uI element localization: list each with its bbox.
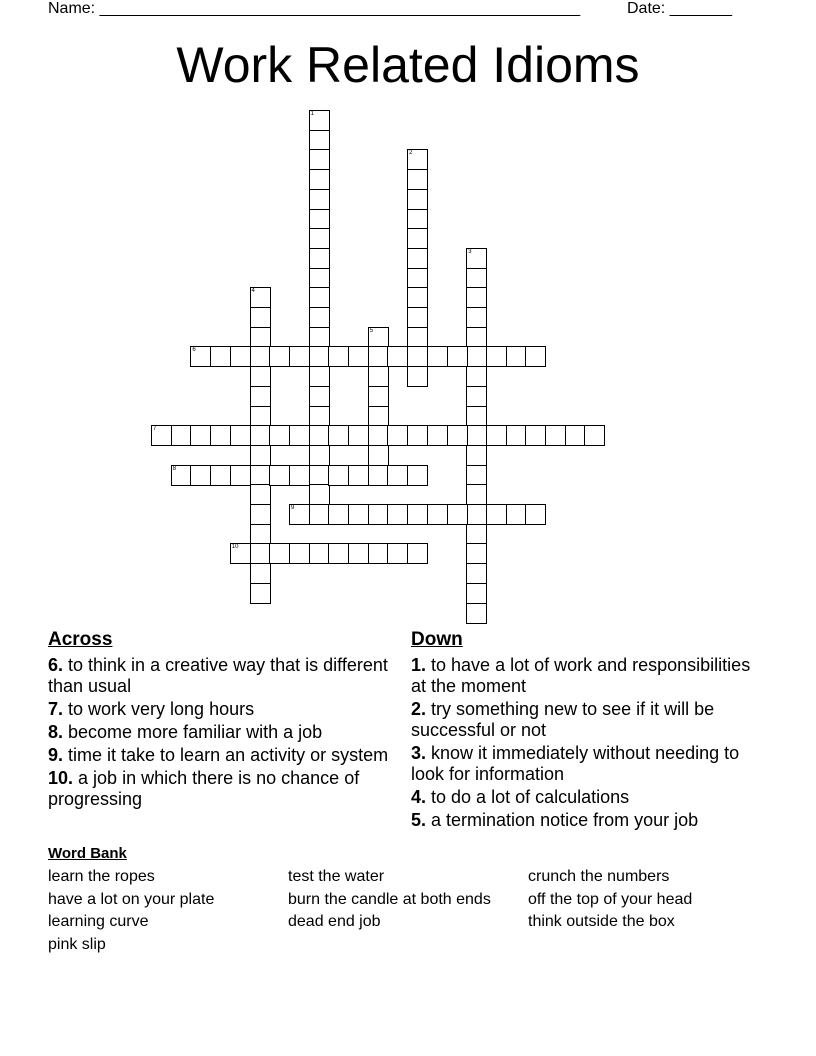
crossword-cell[interactable] (309, 209, 330, 230)
crossword-cell[interactable] (407, 425, 428, 446)
crossword-cell[interactable] (407, 287, 428, 308)
crossword-cell[interactable] (387, 465, 408, 486)
crossword-cell[interactable] (368, 346, 389, 367)
crossword-cell[interactable] (466, 268, 487, 289)
crossword-cell[interactable] (407, 268, 428, 289)
word-bank-item: off the top of your head (528, 890, 693, 908)
crossword-cell[interactable] (387, 543, 408, 564)
crossword-cell[interactable] (407, 228, 428, 249)
clue-number: 5. (411, 810, 427, 830)
crossword-cell[interactable] (309, 327, 330, 348)
crossword-cell[interactable] (368, 504, 389, 525)
crossword-cell[interactable] (250, 327, 271, 348)
crossword-cell[interactable] (289, 543, 310, 564)
cell-number: 4 (251, 288, 255, 295)
word-bank-item: learning curve (48, 913, 149, 930)
clue-number: 4. (411, 787, 427, 807)
clue-text: to do a lot of calculations (426, 787, 630, 807)
crossword-cell[interactable] (309, 228, 330, 249)
across-clue-7 (48, 699, 398, 720)
crossword-cell[interactable] (230, 425, 251, 446)
crossword-cell[interactable] (466, 406, 487, 427)
crossword-cell[interactable] (328, 465, 349, 486)
puzzle-title: Work Related Idioms (176, 37, 640, 93)
crossword-cell[interactable] (269, 346, 290, 367)
clue-text: a termination notice from your job (426, 810, 699, 830)
word-bank-item: learn the ropes (48, 868, 155, 885)
crossword-cell[interactable] (309, 445, 330, 466)
crossword-cell[interactable] (407, 366, 428, 387)
crossword-cell[interactable] (407, 209, 428, 230)
cell-number: 6 (192, 347, 196, 354)
crossword-cell[interactable] (545, 425, 566, 446)
name-field-line: Name: ______________________________________________________ (48, 0, 581, 17)
crossword-cell[interactable] (466, 445, 487, 466)
crossword-cell[interactable] (486, 504, 507, 525)
crossword-cell[interactable] (250, 563, 271, 584)
crossword-cell[interactable] (486, 346, 507, 367)
crossword-cell[interactable] (407, 307, 428, 328)
crossword-cell[interactable] (368, 425, 389, 446)
crossword-cell[interactable] (506, 504, 527, 525)
crossword-cell[interactable] (407, 169, 428, 190)
cell-number: 8 (172, 465, 177, 472)
crossword-cell[interactable] (309, 287, 330, 308)
crossword-cell[interactable] (289, 425, 310, 446)
clue-text: become more familiar with a job (63, 722, 323, 742)
crossword-cell[interactable] (230, 543, 251, 564)
crossword-cell[interactable] (447, 346, 468, 367)
crossword-cell[interactable] (407, 346, 428, 367)
word-bank-item: think outside the box (528, 913, 675, 930)
crossword-cell[interactable] (309, 366, 330, 387)
crossword-cell[interactable] (250, 484, 271, 505)
crossword-cell[interactable] (309, 130, 330, 151)
across-clue-8 (48, 722, 398, 743)
crossword-cell[interactable] (250, 425, 271, 446)
crossword-cell[interactable] (230, 346, 251, 367)
crossword-cell[interactable] (190, 465, 211, 486)
crossword-cell[interactable] (171, 465, 192, 486)
down-clue-4 (411, 787, 756, 808)
crossword-cell[interactable] (250, 307, 271, 328)
clue-text: try something new to see if it will be successful or not (411, 699, 715, 740)
crossword-cell[interactable] (466, 307, 487, 328)
crossword-cell[interactable] (250, 287, 271, 308)
clue-number: 3. (411, 743, 427, 763)
cell-number: 3 (468, 248, 472, 255)
crossword-cell[interactable] (466, 386, 487, 407)
crossword-cell[interactable] (466, 484, 487, 505)
cell-number: 10 (231, 544, 239, 551)
crossword-cell[interactable] (289, 465, 310, 486)
crossword-cell[interactable] (250, 583, 271, 604)
crossword-cell[interactable] (565, 425, 586, 446)
crossword-cell[interactable] (368, 366, 389, 387)
clue-number: 2. (411, 699, 427, 719)
crossword-cell[interactable] (407, 248, 428, 269)
crossword-cell[interactable] (250, 386, 271, 407)
crossword-cell[interactable] (309, 386, 330, 407)
crossword-cell[interactable] (328, 346, 349, 367)
crossword-cell[interactable] (387, 346, 408, 367)
word-bank-item: pink slip (48, 935, 106, 953)
crossword-cell[interactable] (466, 346, 487, 367)
crossword-cell[interactable] (368, 406, 389, 427)
across-clues (48, 628, 398, 812)
crossword-cell[interactable] (309, 504, 330, 525)
word-bank-item: have a lot on your plate (48, 890, 215, 908)
down-clue-5 (411, 810, 756, 831)
crossword-cell[interactable] (309, 169, 330, 190)
clue-text: time it take to learn an activity or system (63, 745, 389, 765)
crossword-cell[interactable] (466, 603, 487, 624)
word-bank-item: dead end job (288, 913, 381, 930)
crossword-cell[interactable] (230, 465, 251, 486)
crossword-cell[interactable] (506, 425, 527, 446)
crossword-cell[interactable] (525, 504, 546, 525)
clue-number: 6. (48, 655, 64, 675)
crossword-cell[interactable] (466, 543, 487, 564)
crossword-cell[interactable] (407, 504, 428, 525)
crossword-cell[interactable] (250, 465, 271, 486)
clue-number: 9. (48, 745, 64, 765)
across-heading: Across (48, 629, 113, 650)
crossword-cell[interactable] (506, 346, 527, 367)
crossword-cell[interactable] (407, 543, 428, 564)
crossword-cell[interactable] (309, 248, 330, 269)
crossword-cell[interactable] (525, 425, 546, 446)
crossword-cell[interactable] (427, 346, 448, 367)
crossword-cell[interactable] (309, 465, 330, 486)
crossword-cell[interactable] (348, 465, 369, 486)
crossword-cell[interactable] (210, 425, 231, 446)
word-bank-item: test the water (288, 868, 385, 885)
crossword-cell[interactable] (309, 307, 330, 328)
crossword-cell[interactable] (348, 543, 369, 564)
clue-number: 8. (48, 722, 64, 742)
crossword-cell[interactable] (466, 583, 487, 604)
crossword-cell[interactable] (387, 425, 408, 446)
across-clue-9 (48, 745, 398, 766)
crossword-cell[interactable] (250, 543, 271, 564)
clue-number: 7. (48, 699, 64, 719)
crossword-cell[interactable] (250, 524, 271, 545)
cell-number: 7 (153, 426, 157, 433)
crossword-cell[interactable] (466, 425, 487, 446)
crossword-cell[interactable] (309, 346, 330, 367)
clue-number: 10. (48, 768, 74, 788)
crossword-cell[interactable] (407, 149, 428, 170)
clue-text: a job in which there is no chance of progressing (48, 768, 360, 809)
down-heading: Down (411, 629, 463, 650)
crossword-cell[interactable] (466, 524, 487, 545)
word-bank-item: crunch the numbers (528, 868, 670, 885)
crossword-cell[interactable] (210, 465, 231, 486)
crossword-cell[interactable] (466, 366, 487, 387)
crossword-cell[interactable] (348, 504, 369, 525)
crossword-cell[interactable] (171, 425, 192, 446)
crossword-cell[interactable] (348, 346, 369, 367)
crossword-cell[interactable] (309, 543, 330, 564)
date-field-line: Date: _______ (627, 0, 732, 17)
crossword-cell[interactable] (427, 504, 448, 525)
crossword-cell[interactable] (466, 465, 487, 486)
down-clue-1 (411, 655, 756, 697)
crossword-cell[interactable] (466, 563, 487, 584)
crossword-cell[interactable] (368, 386, 389, 407)
crossword-cell[interactable] (309, 484, 330, 505)
crossword-cell[interactable] (250, 346, 271, 367)
crossword-cell[interactable] (190, 346, 211, 367)
cell-number: 1 (310, 111, 314, 117)
cell-number: 2 (409, 150, 413, 157)
crossword-cell[interactable] (466, 504, 487, 525)
crossword-cell[interactable] (368, 543, 389, 564)
clue-text: to think in a creative way that is different than usual (48, 655, 388, 696)
clue-number: 1. (411, 655, 427, 675)
crossword-cell[interactable] (309, 189, 330, 210)
crossword-cell[interactable] (348, 425, 369, 446)
crossword-cell[interactable] (250, 406, 271, 427)
across-clue-6 (48, 655, 398, 697)
crossword-cell[interactable] (250, 445, 271, 466)
crossword-cell[interactable] (190, 425, 211, 446)
crossword-cell[interactable] (309, 149, 330, 170)
crossword-cell[interactable] (466, 287, 487, 308)
crossword-cell[interactable] (328, 543, 349, 564)
crossword-cell[interactable] (309, 268, 330, 289)
crossword-cell[interactable] (387, 504, 408, 525)
clue-text: to have a lot of work and responsibilities at the moment (411, 655, 751, 696)
word-bank-item: burn the candle at both ends (288, 890, 491, 908)
across-clue-10 (48, 768, 398, 810)
crossword-cell[interactable] (289, 346, 310, 367)
crossword-cell[interactable] (368, 445, 389, 466)
crossword-cell[interactable] (309, 110, 330, 131)
crossword-cell[interactable] (525, 346, 546, 367)
crossword-cell[interactable] (210, 346, 231, 367)
crossword-cell[interactable] (427, 425, 448, 446)
cell-number: 5 (369, 327, 374, 334)
crossword-cell[interactable] (407, 327, 428, 348)
cell-number: 9 (290, 505, 295, 511)
crossword-cell[interactable] (289, 504, 310, 525)
down-clue-3 (411, 743, 756, 785)
crossword-cell[interactable] (584, 425, 605, 446)
crossword-cell[interactable] (269, 465, 290, 486)
crossword-cell[interactable] (368, 465, 389, 486)
down-clue-2 (411, 699, 756, 741)
crossword-cell[interactable] (447, 425, 468, 446)
clue-text: know it immediately without needing to look for information (411, 743, 740, 784)
crossword-cell[interactable] (250, 504, 271, 525)
clue-text: to work very long hours (63, 699, 255, 719)
crossword-cell[interactable] (466, 248, 487, 269)
crossword-cell[interactable] (486, 425, 507, 446)
crossword-cell[interactable] (447, 504, 468, 525)
crossword-cell[interactable] (407, 465, 428, 486)
crossword-cell[interactable] (368, 327, 389, 348)
crossword-cell[interactable] (269, 543, 290, 564)
crossword-cell[interactable] (309, 425, 330, 446)
crossword-cell[interactable] (250, 366, 271, 387)
crossword-cell[interactable] (151, 425, 172, 446)
down-clues (411, 628, 756, 833)
crossword-cell[interactable] (328, 425, 349, 446)
word-bank-title: Word Bank (48, 845, 127, 862)
crossword-cell[interactable] (309, 406, 330, 427)
crossword-cell[interactable] (269, 425, 290, 446)
crossword-cell[interactable] (328, 504, 349, 525)
crossword-cell[interactable] (407, 189, 428, 210)
crossword-cell[interactable] (466, 327, 487, 348)
